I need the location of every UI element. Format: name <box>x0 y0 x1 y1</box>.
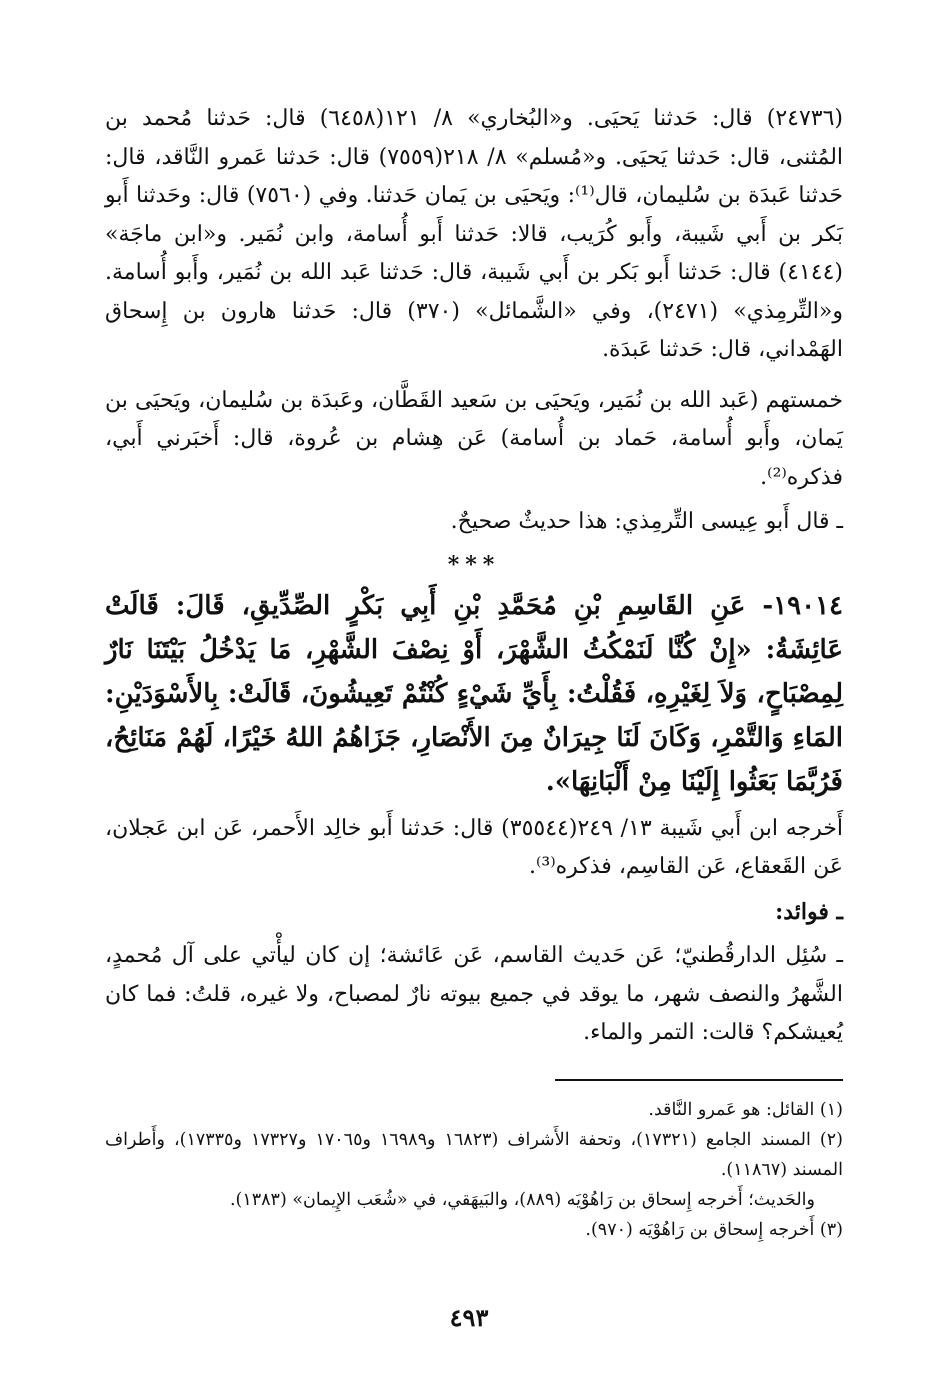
footnote-1: (١) القائل: هو عَمرو النَّاقد. <box>648 1099 843 1120</box>
daraqutni-paragraph: ـ سُئِل الدارقُطنيّ؛ عَن حَديث القاسم، عَن عَائشة؛ إن كان ليأْتي على آل مُحمدٍ، الشَّهرُ والنصف شهر، ما يوقد في جميع بيوته نارٌ لمصباح، ولا غيره، قلتُ: فما كان يُعيشكم؟ قالت: التمر والماء. <box>105 943 843 1045</box>
benefits-heading: ـ فوائد: <box>775 898 843 925</box>
hadith-text: ١٩٠١٤- عَنِ القَاسِمِ بْنِ مُحَمَّدِ بْنِ أَبِي بَكْرٍ الصِّدِّيقِ، قَالَ: قَالَتْ عَائِشَةُ: «إِنْ كُنَّا لَنَمْكُثُ الشَّهْرَ، أَوْ نِصْفَ الشَّهْرِ، مَا يَدْخُلُ بَيْتَنَا نَارٌ لِمِصْبَاحٍ، وَلاَ لِغَيْرِهِ، فَقُلْتُ: بِأَيِّ شَيْءٍ كُنْتُمْ تَعِيشُونَ، قَالَتْ: بِالأَسْوَدَيْنِ: المَاءِ وَالتَّمْرِ، وَكَانَ لَنَا جِيرَانٌ مِنَ الأَنْصَارِ، جَزَاهُمُ اللهُ خَيْرًا، لَهُمْ مَنَائِحُ، فَرُبَّمَا بَعَثُوا إِلَيْنَا مِنْ أَلْبَانِهَا». <box>105 590 843 797</box>
footnote-divider <box>555 1079 843 1081</box>
footnote-3: (٣) أَخرجه إِسحاق بن رَاهُوْيَه (٩٧٠). <box>585 1219 843 1240</box>
section-separator: *** <box>447 551 501 578</box>
page-number: ٤٩٣ <box>449 1303 489 1332</box>
footnote-2-continuation: والحَديث؛ أَخرجه إِسحاق بن رَاهُوْيَه (٨٨٩)، والبَيهَقي، في «شُعَب الإِيمان» (١٣٨٣). <box>229 1189 815 1210</box>
takhrij-paragraph: أَخرجه ابن أَبي شَيبة ١٣/ ٢٤٩(٣٥٥٤٤) قال: حَدثنا أَبو خالِد الأَحمر، عَن ابن عَجلان، عَن القَعقاع، عَن القاسِم، فذكره⁽³⁾. <box>105 815 844 879</box>
footnotes <box>105 1095 843 1245</box>
tirmidhi-grading: ـ قال أَبو عِيسى التِّرمِذي: هذا حديثٌ صحيحٌ. <box>450 509 843 534</box>
narration-summary-paragraph: خمستهم (عَبد الله بن نُمَير، ويَحيَى بن سَعيد القَطَّان، وعَبدَة بن سُليمان، ويَحيَى بن يَمان، وأَبو أُسامة، حَماد بن أُسامة) عَن هِشام بن عُروة، قال: أَخبَرني أَبي، فذكره⁽²⁾. <box>105 387 843 490</box>
narration-paragraph: (٢٤٧٣٦) قال: حَدثنا يَحيَى. و«البُخاري» ٨/ ١٢١(٦٤٥٨) قال: حَدثنا مُحمد بن المُثنى، قال: حَدثنا يَحيَى. و«مُسلم» ٨/ ٢١٨(٧٥٥٩) قال: حَدثنا عَمرو النَّاقد، قال: حَدثنا عَبدَة بن سُليمان، قال⁽¹⁾: ويَحيَى بن يَمان حَدثنا. وفي (٧٥٦٠) قال: وحَدثنا أَبو بَكر بن أَبي شَيبة، وأَبو كُرَيب، قالا: حَدثنا أَبو أُسامة، وابن نُمَير. و«ابن ماجَة» (٤١٤٤) قال: حَدثنا أَبو بَكر بن أَبي شَيبة، قال: حَدثنا عَبد الله بن نُمَير، وأَبو أُسامة. و«التِّرمِذي» (٢٤٧١)، وفي «الشَّمائل» (٣٧٠) قال: حَدثنا هارون بن إِسحاق الهَمْداني، قال: حَدثنا عَبدَة. <box>105 106 844 362</box>
footnote-2: (٢) المسند الجامع (١٧٣٢١)، وتحفة الأَشراف (١٦٨٢٣ و١٦٩٨٩ و١٧٠٦٥ و١٧٣٢٧ و١٧٣٣٥)، وأَطراف المسند (١١٨٦٧). <box>105 1129 843 1180</box>
